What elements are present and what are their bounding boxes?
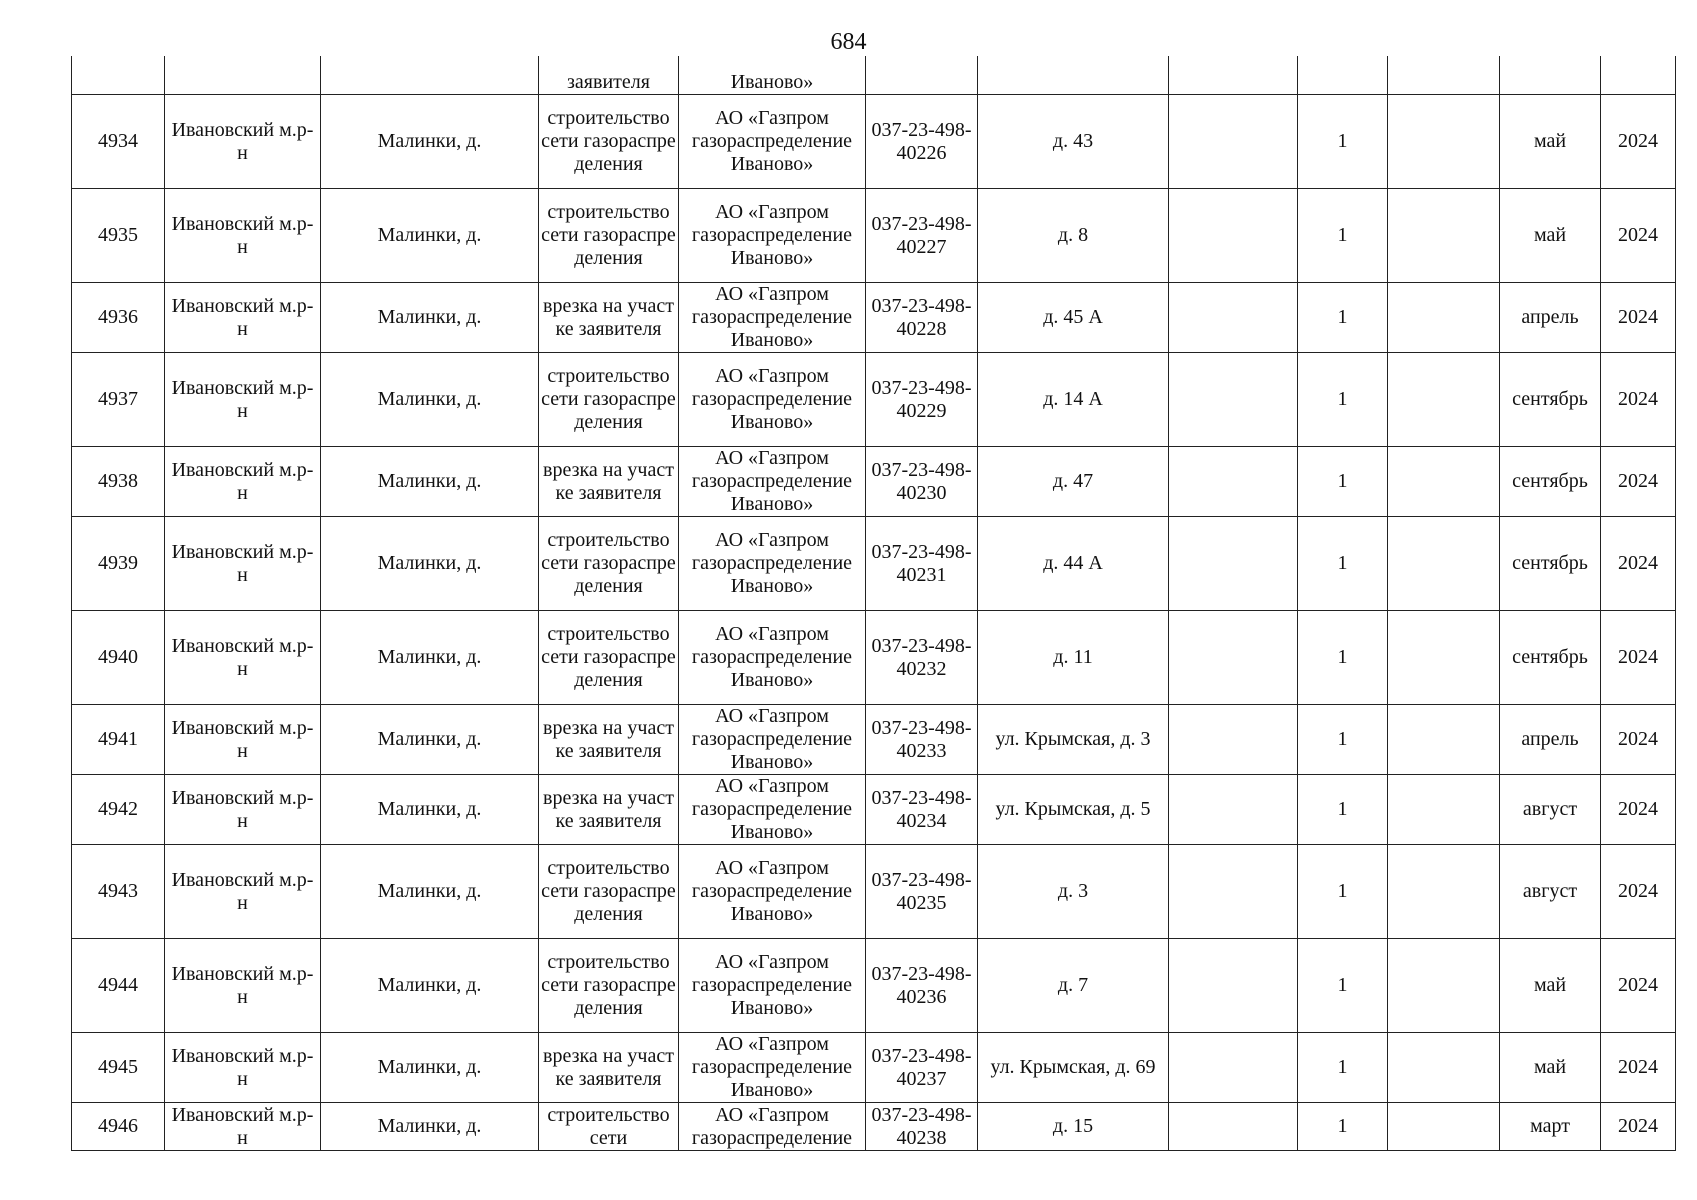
table-row (72, 283, 1676, 353)
cell-num: 4944 (72, 939, 165, 1033)
table-row (72, 939, 1676, 1033)
cell-org: АО «Газпром газораспределение Иваново» (679, 189, 866, 283)
cell-work: строительство сети газораспределения (539, 353, 679, 447)
cell-month (1500, 56, 1601, 95)
cell-org: АО «Газпром газораспределение Иваново» (679, 939, 866, 1033)
cell-code (866, 56, 978, 95)
cell-num: 4938 (72, 447, 165, 517)
cell-work: врезка на участке заявителя (539, 1033, 679, 1103)
cell-code: 037-23-498-40238 (866, 1103, 978, 1151)
cell-empty-1 (1169, 939, 1298, 1033)
cell-code: 037-23-498-40226 (866, 95, 978, 189)
cell-year: 2024 (1601, 353, 1676, 447)
table-row (72, 447, 1676, 517)
cell-district: Ивановский м.р-н (165, 189, 321, 283)
cell-settlement: Малинки, д. (321, 1103, 539, 1151)
cell-work: строительство сети газораспределения (539, 95, 679, 189)
cell-empty-2 (1388, 1033, 1500, 1103)
cell-empty-1 (1169, 845, 1298, 939)
cell-num: 4939 (72, 517, 165, 611)
table-row (72, 611, 1676, 705)
cell-year: 2024 (1601, 1103, 1676, 1151)
cell-work: строительство сети (539, 1103, 679, 1151)
cell-month: май (1500, 189, 1601, 283)
cell-district: Ивановский м.р-н (165, 283, 321, 353)
cell-count: 1 (1298, 845, 1388, 939)
cell-district: Ивановский м.р-н (165, 775, 321, 845)
cell-org: АО «Газпром газораспределение Иваново» (679, 775, 866, 845)
cell-empty-2 (1388, 517, 1500, 611)
cell-code: 037-23-498-40236 (866, 939, 978, 1033)
continued-row (72, 56, 1676, 95)
cell-num (72, 56, 165, 95)
cell-address: д. 14 А (978, 353, 1169, 447)
cell-work: заявителя (539, 56, 679, 95)
document-table-container (71, 56, 1676, 1151)
cell-empty-2 (1388, 283, 1500, 353)
cell-month: март (1500, 1103, 1601, 1151)
cell-num: 4943 (72, 845, 165, 939)
cell-year: 2024 (1601, 283, 1676, 353)
cell-month: сентябрь (1500, 447, 1601, 517)
cell-work: строительство сети газораспределения (539, 845, 679, 939)
cell-empty-2 (1388, 353, 1500, 447)
cell-empty-1 (1169, 1103, 1298, 1151)
cell-settlement: Малинки, д. (321, 775, 539, 845)
cell-org: АО «Газпром газораспределение Иваново» (679, 611, 866, 705)
cell-district: Ивановский м.р-н (165, 1103, 321, 1151)
table-row (72, 775, 1676, 845)
cell-year: 2024 (1601, 775, 1676, 845)
cell-work: строительство сети газораспределения (539, 189, 679, 283)
cell-empty-1 (1169, 56, 1298, 95)
table-row (72, 705, 1676, 775)
cell-work: врезка на участке заявителя (539, 775, 679, 845)
cell-settlement: Малинки, д. (321, 517, 539, 611)
cell-org: АО «Газпром газораспределение Иваново» (679, 95, 866, 189)
cell-month: апрель (1500, 705, 1601, 775)
table-row (72, 1033, 1676, 1103)
cell-settlement: Малинки, д. (321, 705, 539, 775)
cell-work: строительство сети газораспределения (539, 939, 679, 1033)
cell-count: 1 (1298, 939, 1388, 1033)
cell-work: врезка на участке заявителя (539, 447, 679, 517)
cell-month: сентябрь (1500, 517, 1601, 611)
cell-empty-1 (1169, 353, 1298, 447)
table-row (72, 353, 1676, 447)
cell-settlement (321, 56, 539, 95)
page-number: 684 (830, 29, 867, 55)
cell-code: 037-23-498-40228 (866, 283, 978, 353)
table-row (72, 95, 1676, 189)
cell-empty-1 (1169, 775, 1298, 845)
cell-code: 037-23-498-40234 (866, 775, 978, 845)
cell-district: Ивановский м.р-н (165, 1033, 321, 1103)
table-row (72, 517, 1676, 611)
cell-num: 4940 (72, 611, 165, 705)
cell-month: август (1500, 845, 1601, 939)
cell-empty-2 (1388, 611, 1500, 705)
cell-empty-2 (1388, 1103, 1500, 1151)
cell-address: д. 44 А (978, 517, 1169, 611)
cell-empty-1 (1169, 447, 1298, 517)
cell-settlement: Малинки, д. (321, 1033, 539, 1103)
cell-num: 4934 (72, 95, 165, 189)
cell-count: 1 (1298, 517, 1388, 611)
cell-district: Ивановский м.р-н (165, 95, 321, 189)
cell-count: 1 (1298, 283, 1388, 353)
cell-year: 2024 (1601, 845, 1676, 939)
cell-address: д. 47 (978, 447, 1169, 517)
table-row (72, 189, 1676, 283)
cell-count: 1 (1298, 1033, 1388, 1103)
cell-code: 037-23-498-40227 (866, 189, 978, 283)
cell-address: д. 8 (978, 189, 1169, 283)
cell-code: 037-23-498-40232 (866, 611, 978, 705)
cell-num: 4946 (72, 1103, 165, 1151)
cell-year: 2024 (1601, 1033, 1676, 1103)
cell-empty-2 (1388, 189, 1500, 283)
cell-month: май (1500, 95, 1601, 189)
cell-org: АО «Газпром газораспределение Иваново» (679, 447, 866, 517)
cell-count: 1 (1298, 1103, 1388, 1151)
cell-org: АО «Газпром газораспределение Иваново» (679, 283, 866, 353)
cell-settlement: Малинки, д. (321, 189, 539, 283)
table-body (72, 56, 1676, 1151)
table-row (72, 845, 1676, 939)
cell-address (978, 56, 1169, 95)
cell-count: 1 (1298, 353, 1388, 447)
cell-empty-1 (1169, 517, 1298, 611)
cell-empty-1 (1169, 1033, 1298, 1103)
cell-address: д. 7 (978, 939, 1169, 1033)
cell-code: 037-23-498-40233 (866, 705, 978, 775)
table-row (72, 1103, 1676, 1151)
cell-district: Ивановский м.р-н (165, 353, 321, 447)
cell-month: май (1500, 939, 1601, 1033)
cell-district: Ивановский м.р-н (165, 611, 321, 705)
cell-year: 2024 (1601, 611, 1676, 705)
cell-empty-1 (1169, 705, 1298, 775)
cell-code: 037-23-498-40229 (866, 353, 978, 447)
cell-year: 2024 (1601, 189, 1676, 283)
cell-district: Ивановский м.р-н (165, 705, 321, 775)
cell-year: 2024 (1601, 705, 1676, 775)
cell-org: Иваново» (679, 56, 866, 95)
cell-settlement: Малинки, д. (321, 845, 539, 939)
cell-settlement: Малинки, д. (321, 283, 539, 353)
cell-empty-2 (1388, 845, 1500, 939)
cell-num: 4945 (72, 1033, 165, 1103)
cell-address: д. 15 (978, 1103, 1169, 1151)
cell-address: ул. Крымская, д. 5 (978, 775, 1169, 845)
cell-settlement: Малинки, д. (321, 611, 539, 705)
cell-year: 2024 (1601, 95, 1676, 189)
cell-settlement: Малинки, д. (321, 353, 539, 447)
cell-district: Ивановский м.р-н (165, 447, 321, 517)
cell-count: 1 (1298, 611, 1388, 705)
cell-org: АО «Газпром газораспределение Иваново» (679, 517, 866, 611)
cell-count: 1 (1298, 95, 1388, 189)
cell-address: д. 45 А (978, 283, 1169, 353)
cell-code: 037-23-498-40230 (866, 447, 978, 517)
cell-empty-1 (1169, 189, 1298, 283)
cell-num: 4942 (72, 775, 165, 845)
cell-num: 4936 (72, 283, 165, 353)
cell-empty-2 (1388, 775, 1500, 845)
cell-empty-1 (1169, 283, 1298, 353)
cell-year: 2024 (1601, 447, 1676, 517)
cell-address: ул. Крымская, д. 3 (978, 705, 1169, 775)
cell-month: август (1500, 775, 1601, 845)
cell-district: Ивановский м.р-н (165, 517, 321, 611)
cell-org: АО «Газпром газораспределение Иваново» (679, 353, 866, 447)
cell-org: АО «Газпром газораспределение Иваново» (679, 1033, 866, 1103)
cell-work: врезка на участке заявителя (539, 705, 679, 775)
cell-num: 4941 (72, 705, 165, 775)
cell-month: сентябрь (1500, 611, 1601, 705)
cell-settlement: Малинки, д. (321, 95, 539, 189)
cell-district (165, 56, 321, 95)
cell-settlement: Малинки, д. (321, 939, 539, 1033)
cell-code: 037-23-498-40231 (866, 517, 978, 611)
cell-count: 1 (1298, 775, 1388, 845)
cell-count (1298, 56, 1388, 95)
cell-address: д. 3 (978, 845, 1169, 939)
cell-empty-2 (1388, 705, 1500, 775)
cell-work: врезка на участке заявителя (539, 283, 679, 353)
cell-code: 037-23-498-40237 (866, 1033, 978, 1103)
cell-org: АО «Газпром газораспределение Иваново» (679, 705, 866, 775)
cell-year: 2024 (1601, 939, 1676, 1033)
cell-empty-2 (1388, 56, 1500, 95)
cell-address: ул. Крымская, д. 69 (978, 1033, 1169, 1103)
cell-count: 1 (1298, 705, 1388, 775)
cell-empty-2 (1388, 447, 1500, 517)
cell-address: д. 43 (978, 95, 1169, 189)
cell-empty-2 (1388, 939, 1500, 1033)
cell-code: 037-23-498-40235 (866, 845, 978, 939)
cell-work: строительство сети газораспределения (539, 611, 679, 705)
cell-settlement: Малинки, д. (321, 447, 539, 517)
cell-district: Ивановский м.р-н (165, 845, 321, 939)
gas-connection-table (71, 56, 1676, 1151)
cell-empty-2 (1388, 95, 1500, 189)
cell-month: май (1500, 1033, 1601, 1103)
cell-work: строительство сети газораспределения (539, 517, 679, 611)
cell-org: АО «Газпром газораспределение Иваново» (679, 845, 866, 939)
cell-num: 4935 (72, 189, 165, 283)
cell-month: апрель (1500, 283, 1601, 353)
cell-empty-1 (1169, 611, 1298, 705)
cell-address: д. 11 (978, 611, 1169, 705)
cell-empty-1 (1169, 95, 1298, 189)
cell-year (1601, 56, 1676, 95)
cell-year: 2024 (1601, 517, 1676, 611)
cell-count: 1 (1298, 189, 1388, 283)
cell-count: 1 (1298, 447, 1388, 517)
cell-org: АО «Газпром газораспределение (679, 1103, 866, 1151)
cell-district: Ивановский м.р-н (165, 939, 321, 1033)
cell-month: сентябрь (1500, 353, 1601, 447)
cell-num: 4937 (72, 353, 165, 447)
